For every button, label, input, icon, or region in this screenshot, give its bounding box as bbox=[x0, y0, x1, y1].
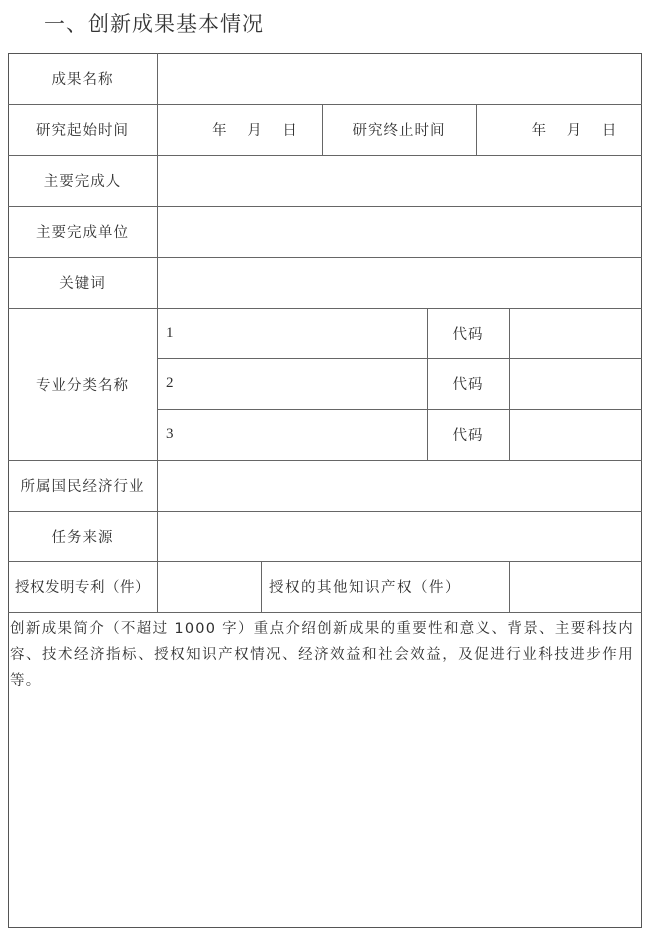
classification-code-field-3[interactable] bbox=[510, 410, 641, 460]
summary-field[interactable] bbox=[9, 700, 641, 926]
classification-name-field-3[interactable]: 3 bbox=[166, 426, 175, 442]
summary-prompt: 创新成果简介（不超过 1000 字）重点介绍创新成果的重要性和意义、背景、主要科技内容、技术经济指标、授权知识产权情况、经济效益和社会效益，及促进行业科技进步作用等。 bbox=[10, 621, 634, 689]
keywords-label: 关键词 bbox=[59, 276, 106, 292]
task-source-field[interactable] bbox=[158, 512, 641, 561]
other-ip-label: 授权的其他知识产权（件） bbox=[269, 580, 461, 596]
achievement-name-label: 成果名称 bbox=[51, 72, 114, 88]
industry-field[interactable] bbox=[158, 461, 641, 511]
row-divider bbox=[8, 612, 642, 613]
research-start-date-field[interactable]: 年 月 日 bbox=[212, 123, 298, 139]
classification-code-label-2: 代码 bbox=[452, 377, 484, 393]
invention-patents-field[interactable] bbox=[158, 562, 261, 612]
section-title: 一、创新成果基本情况 bbox=[44, 12, 264, 36]
keywords-field[interactable] bbox=[158, 258, 641, 308]
achievement-name-field[interactable] bbox=[158, 54, 641, 104]
classification-code-label-1: 代码 bbox=[452, 326, 484, 343]
research-end-label: 研究终止时间 bbox=[352, 123, 446, 139]
main-units-label: 主要完成单位 bbox=[36, 225, 129, 241]
classification-code-field-1[interactable] bbox=[510, 309, 641, 358]
research-start-label: 研究起始时间 bbox=[36, 123, 129, 139]
industry-label: 所属国民经济行业 bbox=[20, 479, 145, 495]
classification-code-field-2[interactable] bbox=[510, 359, 641, 409]
classification-name-field-1[interactable]: 1 bbox=[166, 324, 175, 341]
research-end-date-field[interactable]: 年 月 日 bbox=[531, 123, 618, 139]
main-units-field[interactable] bbox=[158, 207, 641, 257]
classification-label: 专业分类名称 bbox=[36, 377, 129, 394]
other-ip-field[interactable] bbox=[510, 562, 641, 612]
invention-patents-label: 授权发明专利（件） bbox=[15, 580, 150, 596]
task-source-label: 任务来源 bbox=[51, 529, 114, 546]
classification-code-label-3: 代码 bbox=[452, 428, 484, 444]
classification-name-field-2[interactable]: 2 bbox=[166, 375, 175, 391]
main-contributors-label: 主要完成人 bbox=[43, 174, 122, 190]
main-contributors-field[interactable] bbox=[158, 156, 641, 206]
